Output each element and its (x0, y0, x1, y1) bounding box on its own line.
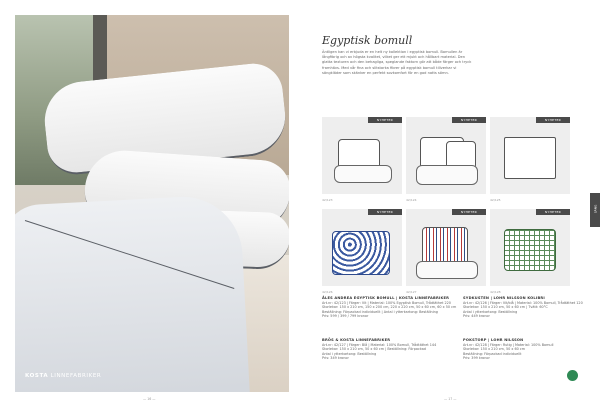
spec-heading: ÅLES ANDREA EGYPTISK BOMULL | KOSTA LINNEFABRIKER (322, 296, 450, 300)
duvet-stack-image (416, 165, 478, 185)
floral-pillow-image (332, 231, 390, 275)
section-tab-label: SÄNG (593, 204, 598, 214)
page-title: Egyptisk bomull (322, 34, 413, 47)
duvet-stack-image (416, 261, 478, 279)
spec-block (322, 296, 460, 319)
product-tile[interactable] (322, 209, 402, 286)
spec-line: Pris: 599 / 399 / 799 kronor (322, 314, 369, 319)
checked-pillow-image (504, 229, 556, 271)
product-tile[interactable] (490, 117, 570, 194)
spec-line: Pris: 449 kronor (463, 314, 490, 319)
product-sku: 42/125 (490, 198, 501, 202)
spec-block (322, 338, 460, 361)
intro-text: Äntligen kan vi erbjuda er en helt ny kollektion i egyptisk bomull. Bomullen är långfibrig och av högsta kvalitet, vilket ger ett mjukt och hållbart material. Den glatta texturen och den behagliga, speglande faktorn gör att både färger och tryck framhävs. Med vår fina och slitstarka fibrer på egyptisk bomull tillverkar vi sängkläder som skänker en perfekt sovkomfort för en god natts sömn. (322, 50, 472, 75)
new-badge: NYHETER (452, 117, 486, 123)
spec-line: Storlekar: 150 x 210 cm, 50 x 60 cm | Beställning: Förpackad (322, 347, 426, 352)
duvet (15, 194, 250, 392)
new-badge: NYHETER (452, 209, 486, 215)
new-badge: NYHETER (536, 209, 570, 215)
product-sku: 42/124 (406, 198, 417, 202)
spec-heading: BRÖS & KOSTA LINNEFABRIKER (322, 338, 391, 342)
caption-brand: KOSTA (25, 373, 49, 379)
spec-line: Art.nr: 42/127 | Färger: Blå | Material: 100% Bomull, Trådtäthet 144 (322, 342, 437, 347)
spec-block (463, 338, 583, 361)
spec-line: Storlekar: 150 x 210 cm, 50 x 60 cm (463, 347, 526, 352)
product-sku: 42/127 (406, 290, 417, 294)
new-badge: NYHETER (368, 117, 402, 123)
spec-line: Art.nr: 42/123 | Färger: Vit | Material: 100% Egyptisk Bomull, Trådtäthet 220 (322, 300, 451, 305)
striped-pillow-image (422, 227, 468, 265)
spec-line: Beställning: Förpackad individuellt (463, 351, 522, 356)
product-tile[interactable] (322, 117, 402, 194)
photo-caption (25, 373, 101, 379)
spec-line: Pris: 349 kronor (322, 356, 349, 361)
eco-label-icon (567, 370, 578, 381)
duvet-stack-image (334, 165, 392, 183)
product-tile[interactable] (406, 209, 486, 286)
spec-block (463, 296, 583, 319)
new-badge: NYHETER (536, 117, 570, 123)
new-badge: NYHETER (368, 209, 402, 215)
spec-line: Storlekar: 150 x 210 cm, 150 x 200 cm, 220 x 220 cm, 50 x 60 cm, 60 x 50 cm (322, 305, 457, 310)
spec-line: Art.nr: 42/126 | Färger: Vit/blå | Material: 100% Bomull, Trådtäthet 120 (463, 300, 583, 305)
spec-line: Antal i ytterkartong: Beställning (463, 309, 518, 314)
pillow-image (504, 137, 556, 179)
product-sku: 42/126 (322, 290, 333, 294)
spec-line: Antal i ytterkartong: Beställning (322, 351, 377, 356)
spec-line: Art.nr: 42/128 | Färger: Rutig | Material: 100% Bomull (463, 342, 554, 347)
bedroom-photo (15, 15, 289, 392)
spec-heading: POKSTORP | LOHR NILSSON (463, 338, 524, 342)
caption-rest: LINNEFABRIKER (48, 373, 102, 379)
spec-line: Pris: 399 kronor (463, 356, 490, 361)
spec-heading: SYDKUSTEN | LOHR NILSSON KOLIBRI (463, 296, 545, 300)
product-tile[interactable] (406, 117, 486, 194)
product-tile[interactable] (490, 209, 570, 286)
spec-line: Storlekar: 150 x 210 cm, 50 x 60 cm | Tvätt: 60°C (463, 305, 548, 310)
spec-line: Beställning: Förpackad individuellt | Antal i ytterkartong: Beställning (322, 309, 438, 314)
product-sku: 42/123 (322, 198, 333, 202)
product-sku: 42/128 (490, 290, 501, 294)
section-tab[interactable] (590, 193, 600, 227)
page-number-right: — 17 — (444, 397, 457, 401)
page-number-left: — 16 — (143, 397, 156, 401)
